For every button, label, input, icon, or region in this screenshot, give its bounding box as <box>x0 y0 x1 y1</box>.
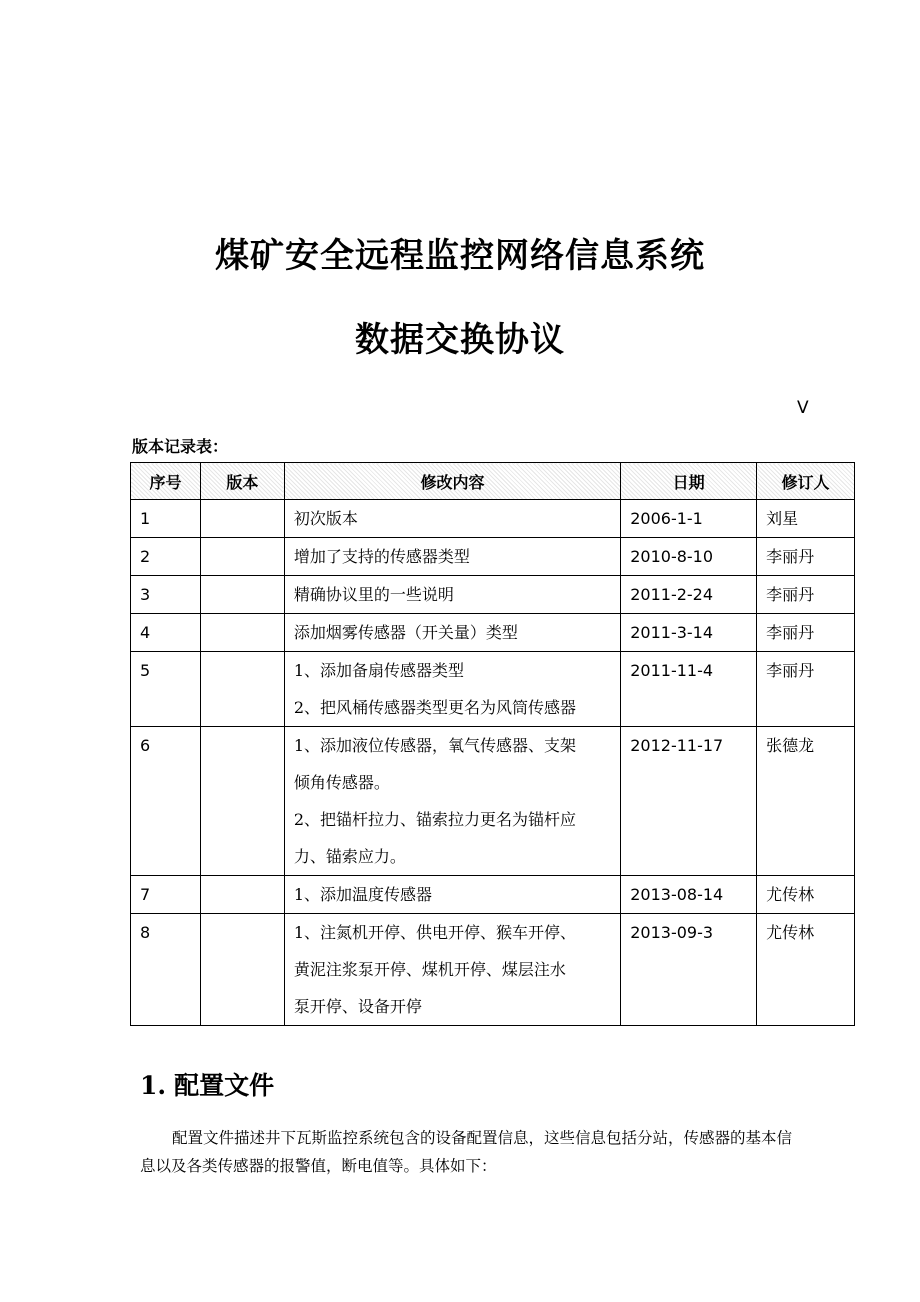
cell-no: 1 <box>131 500 201 538</box>
content-line: 1、添加温度传感器 <box>293 885 432 904</box>
cell-content <box>284 538 620 576</box>
table-row <box>131 500 855 538</box>
cell-reviser: 李丽丹 <box>757 576 855 614</box>
content-line: 添加烟雾传感器（开关量）类型 <box>293 623 518 642</box>
cell-reviser: 李丽丹 <box>757 652 855 727</box>
cell-content <box>284 876 620 914</box>
table-row <box>131 614 855 652</box>
cell-date: 2011-3-14 <box>621 614 757 652</box>
table-row <box>131 538 855 576</box>
cell-version <box>200 500 284 538</box>
cell-no: 4 <box>131 614 201 652</box>
content-line: 1、添加备扇传感器类型 <box>293 661 464 680</box>
cell-version <box>200 876 284 914</box>
cell-reviser: 尤传林 <box>757 876 855 914</box>
content-line: 1、添加液位传感器，氧气传感器、支架 <box>293 736 576 755</box>
cell-reviser: 李丽丹 <box>757 538 855 576</box>
content-line: 增加了支持的传感器类型 <box>293 547 470 566</box>
content-line: 2、把风桶传感器类型更名为风筒传感器 <box>293 698 576 717</box>
header-no: 序号 <box>131 463 201 500</box>
table-row <box>131 727 855 876</box>
content-line: 2、把锚杆拉力、锚索拉力更名为锚杆应 <box>293 810 576 829</box>
section-paragraph: 配置文件描述井下瓦斯监控系统包含的设备配置信息，这些信息包括分站，传感器的基本信息以及各类传感器的报警值，断电值等。具体如下： <box>140 1129 793 1175</box>
revision-table <box>130 462 855 1026</box>
cell-version <box>200 652 284 727</box>
cell-version <box>200 614 284 652</box>
cell-content <box>284 914 620 1026</box>
content-line: 初次版本 <box>293 509 358 528</box>
table-header-row <box>131 463 855 500</box>
cell-no: 3 <box>131 576 201 614</box>
cell-no: 2 <box>131 538 201 576</box>
cell-date: 2011-2-24 <box>621 576 757 614</box>
content-line: 泵开停、设备开停 <box>293 997 422 1016</box>
revision-table-caption: 版本记录表： <box>132 437 229 456</box>
cell-date: 2013-08-14 <box>621 876 757 914</box>
content-line: 力、锚索应力。 <box>293 847 406 866</box>
table-row <box>131 914 855 1026</box>
section-heading <box>140 1066 274 1102</box>
section-number: 1. <box>140 1071 167 1100</box>
cell-no: 8 <box>131 914 201 1026</box>
document-subtitle: 数据交换协议 <box>355 320 565 360</box>
cell-version <box>200 538 284 576</box>
cell-content <box>284 576 620 614</box>
cell-content <box>284 500 620 538</box>
cell-no: 6 <box>131 727 201 876</box>
content-line: 精确协议里的一些说明 <box>293 585 454 604</box>
cell-reviser: 张德龙 <box>757 727 855 876</box>
cell-version <box>200 727 284 876</box>
header-version: 版本 <box>200 463 284 500</box>
content-line: 倾角传感器。 <box>293 773 390 792</box>
cell-content <box>284 727 620 876</box>
cell-date: 2012-11-17 <box>621 727 757 876</box>
content-line: 1、注氮机开停、供电开停、猴车开停、 <box>293 923 576 942</box>
cell-date: 2006-1-1 <box>621 500 757 538</box>
table-row <box>131 576 855 614</box>
cell-content <box>284 614 620 652</box>
cell-content <box>284 652 620 727</box>
cell-version <box>200 914 284 1026</box>
table-row <box>131 876 855 914</box>
cell-reviser: 李丽丹 <box>757 614 855 652</box>
cell-reviser: 尤传林 <box>757 914 855 1026</box>
version-mark: V <box>797 398 809 418</box>
cell-date: 2011-11-4 <box>621 652 757 727</box>
cell-date: 2010-8-10 <box>621 538 757 576</box>
table-row <box>131 652 855 727</box>
header-date: 日期 <box>621 463 757 500</box>
cell-no: 5 <box>131 652 201 727</box>
cell-reviser: 刘星 <box>757 500 855 538</box>
content-line: 黄泥注浆泵开停、煤机开停、煤层注水 <box>293 960 566 979</box>
document-title: 煤矿安全远程监控网络信息系统 <box>215 236 705 276</box>
cell-no: 7 <box>131 876 201 914</box>
section-title: 配置文件 <box>174 1071 275 1100</box>
header-content: 修改内容 <box>284 463 620 500</box>
cell-date: 2013-09-3 <box>621 914 757 1026</box>
header-reviser: 修订人 <box>757 463 855 500</box>
cell-version <box>200 576 284 614</box>
